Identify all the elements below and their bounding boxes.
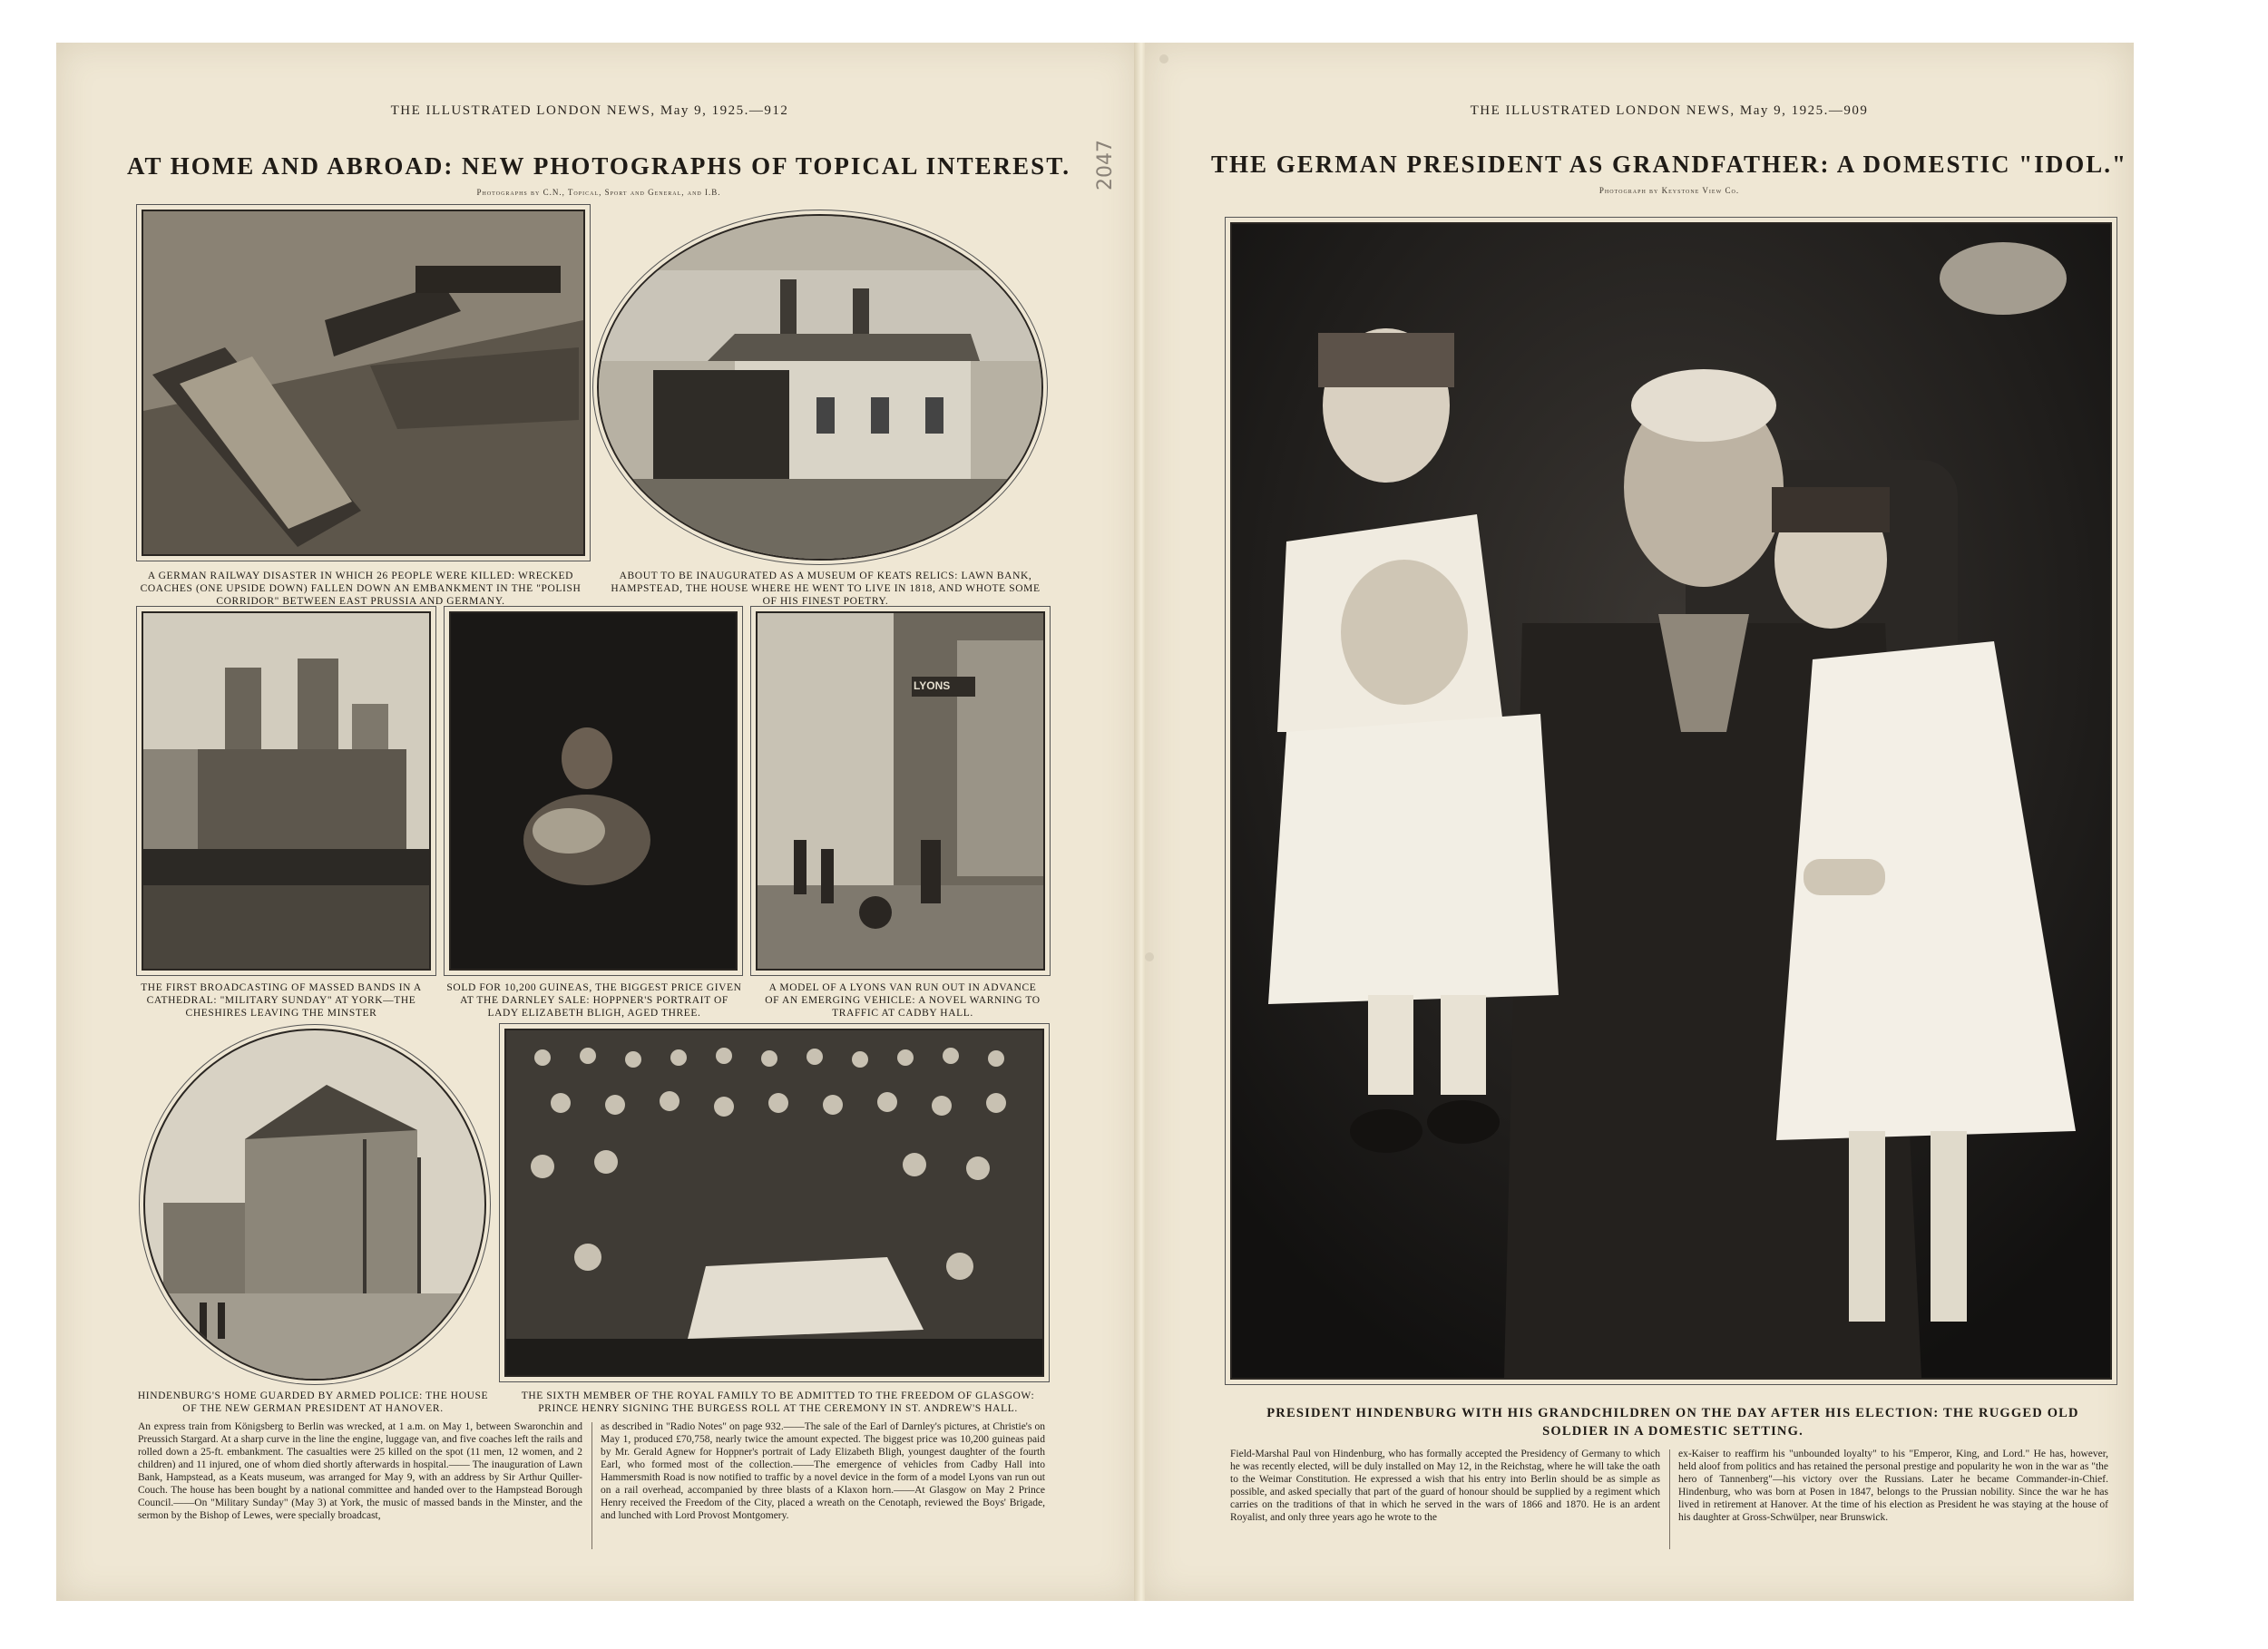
- hindenburg-home-photo: [143, 1029, 486, 1381]
- keats-house-photo: [597, 214, 1043, 561]
- right-headline: THE GERMAN PRESIDENT AS GRANDFATHER: A DOMESTIC "IDOL.": [1210, 151, 2128, 178]
- right-body-column-2: ex-Kaiser to reaffirm his "unbounded loyalty" to his "Emperor, King, and Lord." He has, however, held aloof from politics and has retained the personal prestige and popularity he won in the war as "the hero of Tannenberg"—his victory over the Russians. Later he became Commander-in-Chief. Hindenburg, who was born at Posen in 1847, belongs to the Prussian nobility. Since the war he has lived in retirement at Hanover. At the time of his election as President he was staying at the house of his daughter at Gross-Schwülper, near Brunswick.: [1678, 1449, 2108, 1523]
- glasgow-caption: THE SIXTH MEMBER OF THE ROYAL FAMILY TO BE ADMITTED TO THE FREEDOM OF GLASGOW: PRINCE HENRY SIGNING THE BURGESS ROLL AT THE CEREMONY IN ST. ANDREW'S HALL.: [521, 1390, 1035, 1414]
- left-body-column-1: An express train from Königsberg to Berlin was wrecked, at 1 a.m. on May 1, between Swaronchin and Preussich Stargard. At a sharp curve in the line the engine, luggage van, and five coaches left the rails and rolled down a 25-ft. embankment. The casualties were 25 killed on the spot (11 men, 12 women, and 2 children) and 11 injured, one of whom died shortly afterwards in hospital.—— The inauguration of Lawn Bank, Hampstead, as a Keats museum, was arranged for May 9, with an address by Sir Arthur Quiller-Couch. The house has been bought by a national committee and handed over to the Hampstead Borough Council.——On "Military Sunday" (May 3) at York, the music of massed bands in the Minster, and the sermon by the Bishop of Lewes, were specially broadcast,: [138, 1421, 582, 1521]
- right-photo-credit: Photograph by Keystone View Co.: [1598, 186, 1740, 195]
- hoppner-portrait-photo: [449, 611, 738, 971]
- left-running-head: THE ILLUSTRATED LONDON NEWS, May 9, 1925.—912: [390, 103, 789, 118]
- left-headline: AT HOME AND ABROAD: NEW PHOTOGRAPHS OF TOPICAL INTEREST.: [127, 152, 1070, 180]
- right-running-head: THE ILLUSTRATED LONDON NEWS, May 9, 1925.—909: [1470, 103, 1869, 118]
- column-rule: [591, 1422, 592, 1549]
- right-main-caption: PRESIDENT HINDENBURG WITH HIS GRANDCHILDREN ON THE DAY AFTER HIS ELECTION: THE RUGGED OLD SOLDIER IN A DOMESTIC SETTING.: [1266, 1406, 2079, 1439]
- railway-disaster-photo: [142, 210, 585, 556]
- hindenburg-home-caption: HINDENBURG'S HOME GUARDED BY ARMED POLICE: THE HOUSE OF THE NEW GERMAN PRESIDENT AT HANOVER.: [137, 1390, 489, 1414]
- glasgow-ceremony-photo: [504, 1029, 1044, 1377]
- right-body-column-1: Field-Marshal Paul von Hindenburg, who has formally accepted the Presidency of Germany to which he was recently elected, will be duly installed on May 12, in the Reichstag, where he will take the oath to the Weimar Constitution. He expressed a wish that his entry into Berlin should be as simple as possible, and asked specially that part of the guard of honour should be supplied by a regiment which carries on the traditions of that in which he served in the wars of 1866 and 1870. He is an ardent Royalist, and only three years ago he wrote to the: [1230, 1449, 1660, 1523]
- lyons-caption: A MODEL OF A LYONS VAN RUN OUT IN ADVANCE OF AN EMERGING VEHICLE: A NOVEL WARNING TO TRAFFIC AT CADBY HALL.: [765, 982, 1041, 1019]
- margin-note: 2047: [1094, 140, 1117, 190]
- binding-hole: [1159, 54, 1168, 63]
- hoppner-caption: SOLD FOR 10,200 GUINEAS, THE BIGGEST PRICE GIVEN AT THE DARNLEY SALE: HOPPNER'S PORTRAIT OF LADY ELIZABETH BLIGH, AGED THREE.: [446, 982, 742, 1019]
- hindenburg-grandchildren-photo: [1230, 222, 2112, 1380]
- column-rule: [1669, 1449, 1670, 1549]
- left-photo-credit: Photographs by C.N., Topical, Sport and General, and I.B.: [476, 188, 721, 197]
- lyons-van-photo: [756, 611, 1045, 971]
- york-minster-photo: [142, 611, 431, 971]
- left-body-column-2: as described in "Radio Notes" on page 932.——The sale of the Earl of Darnley's pictures, at Christie's on May 1, produced £70,758, nearly twice the amount expected. The biggest price was 10,200 guineas paid by Mr. Gerald Agnew for Hoppner's portrait of Lady Elizabeth Bligh, youngest daughter of the fourth Earl, who formed most of the collection.——The emergence of vehicles from Cadby Hall into Hammersmith Road is now notified to traffic by a novel device in the form of a model Lyons van run out on a rail overhead, accompanied by three blasts of a Klaxon horn.——At Glasgow on May 2 Prince Henry received the Freedom of the City, placed a wreath on the Cenotaph, reviewed the Boys' Brigade, and lunched with Lord Provost Montgomery.: [601, 1421, 1045, 1521]
- railway-caption: A GERMAN RAILWAY DISASTER IN WHICH 26 PEOPLE WERE KILLED: WRECKED COACHES (ONE UPSIDE DOWN) FALLEN DOWN AN EMBANKMENT IN THE "POLISH CORRIDOR" BETWEEN EAST PRUSSIA AND GERMANY.: [140, 571, 582, 607]
- lyons-shop-sign: LYONS: [914, 679, 951, 692]
- binding-hole: [1145, 952, 1154, 961]
- minster-caption: THE FIRST BROADCASTING OF MASSED BANDS IN A CATHEDRAL: "MILITARY SUNDAY" AT YORK—THE CHESHIRES LEAVING THE MINSTER: [141, 982, 422, 1019]
- keats-caption: ABOUT TO BE INAUGURATED AS A MUSEUM OF KEATS RELICS: LAWN BANK, HAMPSTEAD, THE HOUSE WHERE HE WENT TO LIVE IN 1818, AND WHOTE SOME OF HIS FINEST POETRY.: [611, 571, 1041, 607]
